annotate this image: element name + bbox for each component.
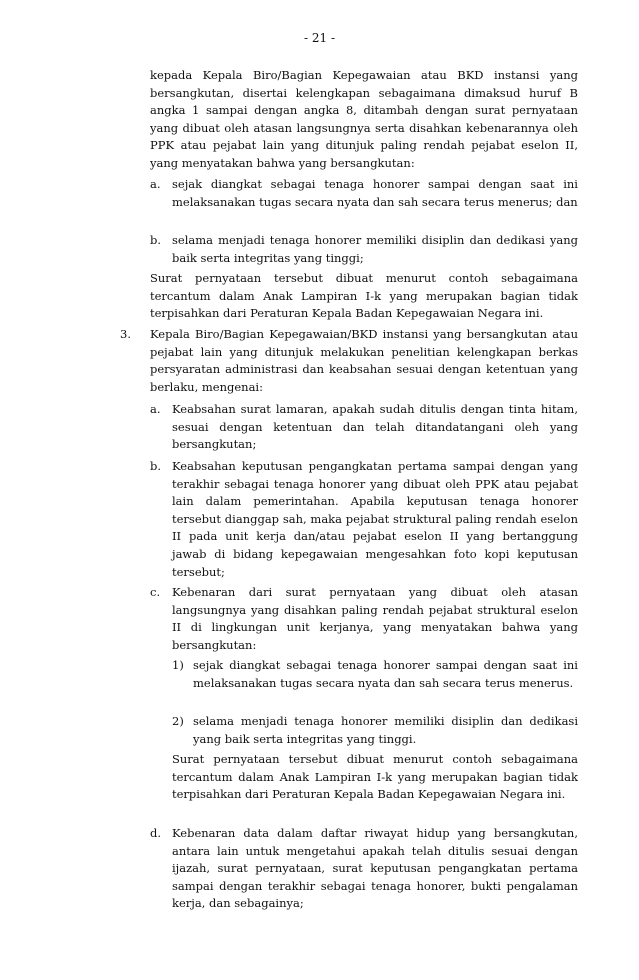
item-3a-label: a. xyxy=(150,402,161,416)
item-3b-text: Keabsahan keputusan pengangkatan pertama sampai dengan yang terakhir sebagai tenaga honorer yang dibuat oleh PPK atau pejabat lain dalam pemerintahan. Apabila keputusan tenaga honorer tersebut dianggap sah, maka pejabat struktural paling rendah eselon II pada unit kerja dan/atau pejabat eselon II yang bertanggung jawab di bidang kepegawaian mengesahkan foto kopi keputusan tersebut; xyxy=(172,459,578,579)
intro-item-b-label: b. xyxy=(150,233,162,247)
page-number: - 21 - xyxy=(303,31,335,45)
intro-item-b-text: selama menjadi tenaga honorer memiliki disiplin dan dedikasi yang baik serta integritas yang tinggi; xyxy=(172,233,578,265)
item-3c-closing-paragraph: Surat pernyataan tersebut dibuat menurut contoh sebagaimana tercantum dalam Anak Lampiran I-k yang merupakan bagian tidak terpisahkan dari Peraturan Kepala Badan Kepegawaian Negara ini. xyxy=(172,752,578,802)
item-3-text: Kepala Biro/Bagian Kepegawaian/BKD instansi yang bersangkutan atau pejabat lain yang ditunjuk melakukan penelitian kelengkapan berkas persyaratan administrasi dan keabsahan sesuai dengan ketentuan yang berlaku, mengenai: xyxy=(150,327,578,394)
item-3c-1-text: sejak diangkat sebagai tenaga honorer sampai dengan saat ini melaksanakan tugas secara nyata dan sah secara terus menerus. xyxy=(193,658,578,690)
intro-item-a-text: sejak diangkat sebagai tenaga honorer sampai dengan saat ini melaksanakan tugas secara nyata dan sah secara terus menerus; dan xyxy=(172,177,578,209)
intro-item-a-label: a. xyxy=(150,177,161,191)
item-3-label: 3. xyxy=(120,327,131,341)
item-3d-text: Kebenaran data dalam daftar riwayat hidup yang bersangkutan, antara lain untuk mengetahui apakah telah ditulis sesuai dengan ijazah, surat pernyataan, surat keputusan pengangkatan pertama sampai dengan terakhir sebagai tenaga honorer, bukti pengalaman kerja, dan sebagainya; xyxy=(172,826,578,911)
intro-closing-paragraph: Surat pernyataan tersebut dibuat menurut contoh sebagaimana tercantum dalam Anak Lampiran I-k yang merupakan bagian tidak terpisahkan dari Peraturan Kepala Badan Kepegawaian Negara ini. xyxy=(150,271,578,321)
item-3c-1-label: 1) xyxy=(172,658,184,672)
item-3c-2-text: selama menjadi tenaga honorer memiliki disiplin dan dedikasi yang baik serta integritas yang tinggi. xyxy=(193,714,578,746)
item-3c-text: Kebenaran dari surat pernyataan yang dibuat oleh atasan langsungnya yang disahkan paling rendah pejabat struktural eselon II di lingkungan unit kerjanya, yang menyatakan bahwa yang bersangkutan: xyxy=(172,585,578,652)
item-3b-label: b. xyxy=(150,459,162,473)
item-3c-label: c. xyxy=(150,585,161,599)
intro-paragraph: kepada Kepala Biro/Bagian Kepegawaian atau BKD instansi yang bersangkutan, disertai kelengkapan sebagaimana dimaksud huruf B angka 1 sampai dengan angka 8, ditambah dengan surat pernyataan yang dibuat oleh atasan langsungnya serta disahkan kebenarannya oleh PPK atau pejabat lain yang ditunjuk paling rendah pejabat eselon II, yang menyatakan bahwa yang bersangkutan: xyxy=(150,68,578,170)
item-3c-2-label: 2) xyxy=(172,714,184,728)
item-3d-label: d. xyxy=(150,826,162,840)
item-3a-text: Keabsahan surat lamaran, apakah sudah ditulis dengan tinta hitam, sesuai dengan ketentuan dan telah ditandatangani oleh yang bersangkutan; xyxy=(172,402,578,452)
